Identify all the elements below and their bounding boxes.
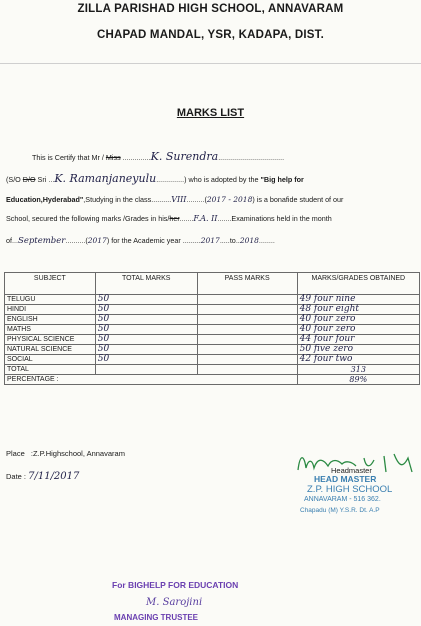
- pass-cell: [197, 335, 297, 345]
- stamp-headmaster: HEAD MASTER: [314, 474, 377, 484]
- total-cell: 50: [95, 325, 197, 335]
- total-label: TOTAL: [5, 365, 96, 375]
- school-address: CHAPAD MANDAL, YSR, KADAPA, DIST.: [96, 29, 325, 41]
- table-row: [5, 295, 420, 305]
- marks-table: [4, 272, 420, 385]
- table-row: [5, 335, 420, 345]
- table-row: [5, 325, 420, 335]
- date-line: Date : 7/11/2017: [6, 471, 80, 482]
- obtained-cell: 44 four four: [297, 335, 419, 345]
- pass-cell: [197, 345, 297, 355]
- obtained-cell: 42 four two: [297, 355, 419, 365]
- percentage-label: PERCENTAGE :: [5, 375, 298, 385]
- percentage-row: [5, 375, 420, 385]
- subject-cell: NATURAL SCIENCE: [5, 345, 96, 355]
- header-total-marks: TOTAL MARKS: [95, 273, 197, 295]
- header-obtained: MARKS/GRADES OBTAINED: [297, 273, 419, 295]
- obtained-cell: 40 four zero: [297, 315, 419, 325]
- pass-cell: [197, 325, 297, 335]
- school-name: ZILLA PARISHAD HIGH SCHOOL, ANNAVARAM: [77, 3, 344, 15]
- student-name: K. Surendra: [150, 150, 219, 163]
- subject-cell: TELUGU: [5, 295, 96, 305]
- total-cell: 50: [95, 315, 197, 325]
- table-row: [5, 355, 420, 365]
- place-line: Place :Z.P.Highschool, Annavaram: [6, 449, 125, 458]
- table-row: [5, 315, 420, 325]
- subject-cell: PHYSICAL SCIENCE: [5, 335, 96, 345]
- document-title: MARKS LIST: [176, 107, 245, 119]
- total-cell: 50: [95, 305, 197, 315]
- header-pass-marks: PASS MARKS: [197, 273, 297, 295]
- obtained-cell: 40 four zero: [297, 325, 419, 335]
- exam-value: F.A. II: [193, 214, 218, 223]
- total-row: [5, 365, 420, 375]
- total-cell: 50: [95, 335, 197, 345]
- trustee-label: MANAGING TRUSTEE: [114, 613, 198, 622]
- stamp-annavaram: ANNAVARAM - 516 362.: [304, 496, 381, 503]
- total-value: 313: [297, 365, 419, 375]
- certificate-line-3: Education,Hyderabad",Studying in the class..........VIII.........(2017 - 2018) is a bonafide student of our: [6, 195, 344, 204]
- father-name: K. Ramanjaneyulu: [54, 172, 157, 185]
- obtained-cell: 49 four nine: [297, 295, 419, 305]
- stamp-district: Chapadu (M) Y.S.R. Dt. A.P: [300, 507, 380, 514]
- percentage-value: 89%: [297, 375, 419, 385]
- subject-cell: HINDI: [5, 305, 96, 315]
- pass-cell: [197, 305, 297, 315]
- trustee-signature: M. Sarojini: [146, 597, 203, 608]
- pass-cell: [197, 315, 297, 325]
- table-row: [5, 305, 420, 315]
- date-value: 7/11/2017: [28, 471, 80, 482]
- header-subject: SUBJECT: [5, 273, 96, 295]
- total-cell: 50: [95, 355, 197, 365]
- pass-cell: [197, 355, 297, 365]
- subject-cell: ENGLISH: [5, 315, 96, 325]
- table-header-row: [5, 273, 420, 295]
- certificate-line-1: This is Certify that Mr / Miss ..............K. Surendra.................................: [32, 150, 285, 163]
- total-cell: 50: [95, 345, 197, 355]
- total-cell: 50: [95, 295, 197, 305]
- certificate-line-2: (S/O D/O Sri ...K. Ramanjaneyulu..............) who is adopted by the "Big help for: [6, 172, 304, 185]
- org-line: For BIGHELP FOR EDUCATION: [112, 580, 239, 590]
- month-value: September: [18, 236, 66, 246]
- pass-cell: [197, 295, 297, 305]
- certificate-line-5: of...September..........(2017) for the Academic year .........2017.....to..2018........: [6, 236, 275, 246]
- subject-cell: SOCIAL: [5, 355, 96, 365]
- subject-cell: MATHS: [5, 325, 96, 335]
- certificate-line-4: School, secured the following marks /Grades in his/her.......F.A. II.......Examinations held in the month: [6, 214, 332, 223]
- top-divider: [0, 63, 421, 64]
- obtained-cell: 48 four eight: [297, 305, 419, 315]
- table-row: [5, 345, 420, 355]
- obtained-cell: 50 five zero: [297, 345, 419, 355]
- class-value: VIII: [171, 195, 187, 204]
- headmaster-label: Headmaster: [331, 466, 372, 475]
- stamp-school: Z.P. HIGH SCHOOL: [307, 484, 393, 495]
